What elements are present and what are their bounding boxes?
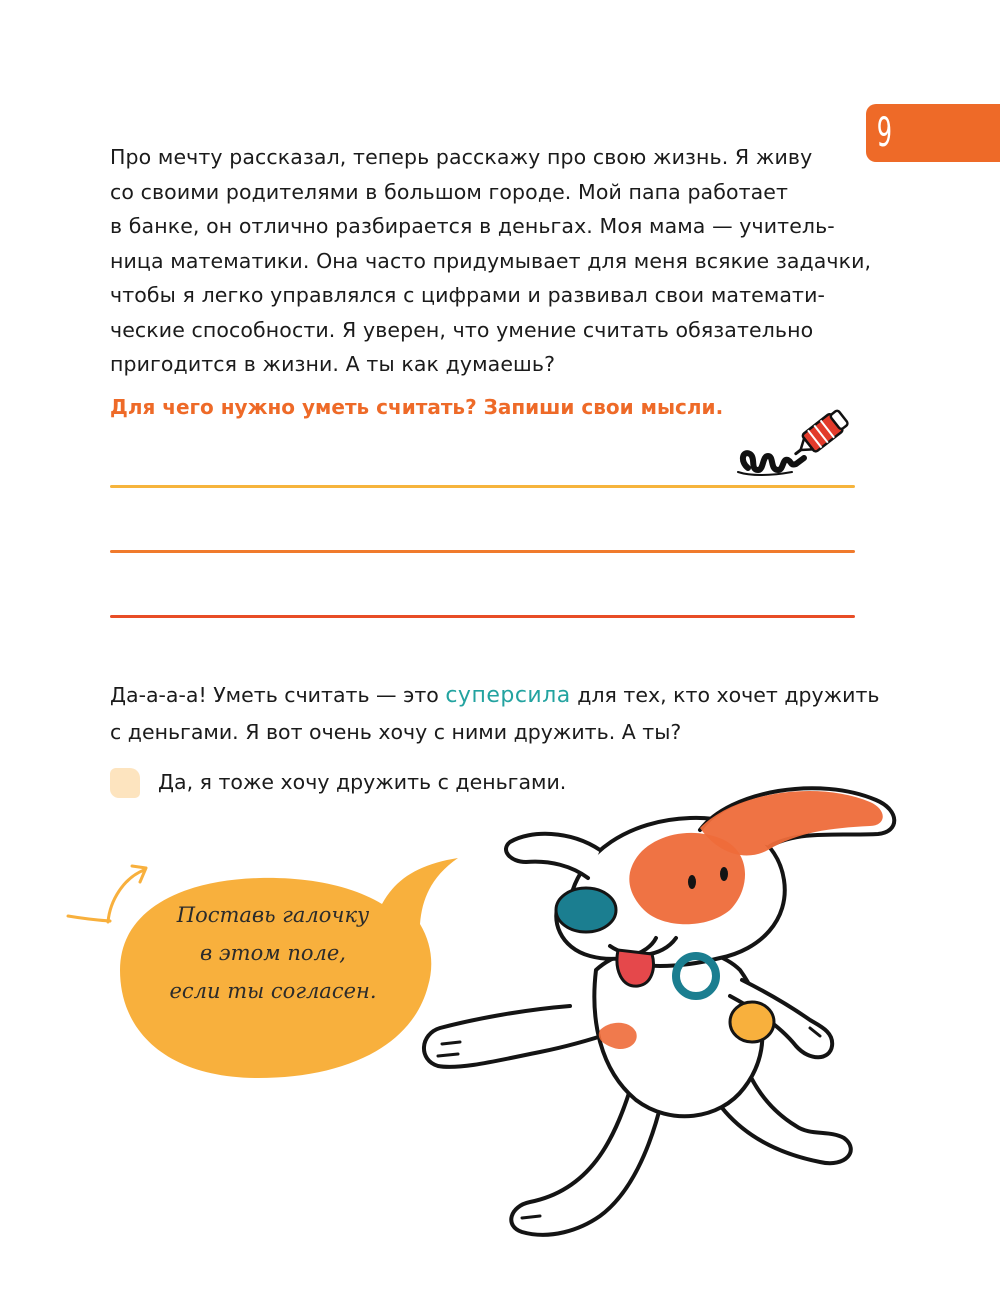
- answer-line-2[interactable]: [110, 550, 855, 553]
- intro-line: ческие способности. Я уверен, что умение считать обязательно: [110, 317, 814, 342]
- agree-checkbox-label: Да, я тоже хочу дружить с деньгами.: [158, 770, 567, 794]
- dog-illustration: [400, 770, 920, 1250]
- outro-text: с деньгами. Я вот очень хочу с ними дружить. А ты?: [110, 720, 682, 744]
- agree-checkbox[interactable]: [110, 768, 140, 798]
- answer-line-1[interactable]: [110, 485, 855, 488]
- page-number: 9: [876, 110, 893, 156]
- pen-scribble-icon: [730, 392, 856, 484]
- intro-line: в банке, он отлично разбирается в деньгах. Моя мама — учитель-: [110, 214, 835, 238]
- superpower-word: суперсила: [445, 683, 571, 708]
- intro-paragraph: [110, 140, 870, 382]
- outro-paragraph: [110, 677, 890, 751]
- speech-bubble-text: [148, 896, 398, 1010]
- intro-line: ница математики. Она часто придумывает для меня всякие задачки,: [110, 248, 872, 273]
- bubble-line: если ты согласен.: [169, 979, 377, 1003]
- bubble-line: в этом поле,: [200, 941, 346, 965]
- intro-line: пригодится в жизни. А ты как думаешь?: [110, 352, 556, 376]
- outro-text: Да-а-а-а! Уметь считать — это: [110, 683, 446, 707]
- bubble-line: Поставь галочку: [176, 903, 370, 927]
- writing-prompt: Для чего нужно уметь считать? Запиши свои мысли.: [110, 395, 724, 419]
- intro-line: Про мечту рассказал, теперь расскажу про свою жизнь. Я живу: [110, 145, 813, 169]
- intro-line: чтобы я легко управлялся с цифрами и развивал свои математи-: [110, 283, 826, 307]
- outro-text: для тех, кто хочет дружить: [570, 683, 880, 707]
- answer-line-3[interactable]: [110, 615, 855, 618]
- intro-line: со своими родителями в большом городе. Мой папа работает: [110, 179, 789, 204]
